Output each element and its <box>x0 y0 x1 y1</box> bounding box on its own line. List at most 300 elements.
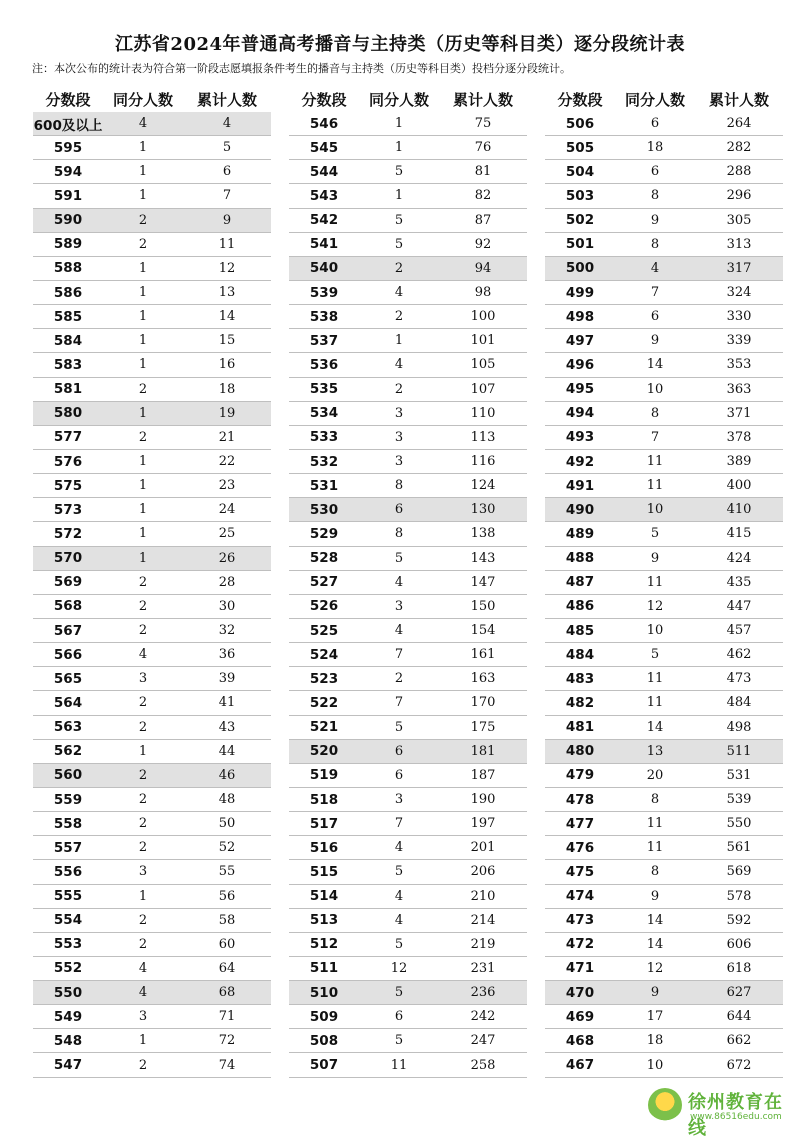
table-row <box>33 933 271 957</box>
score-cell: 474 <box>565 888 595 905</box>
table-row <box>33 812 271 836</box>
same-count-cell: 5 <box>394 550 404 566</box>
cumulative-cell: 28 <box>218 574 236 590</box>
same-count-cell: 9 <box>650 985 660 1001</box>
table-row <box>545 1053 783 1077</box>
cumulative-cell: 606 <box>726 936 752 952</box>
cumulative-cell: 531 <box>726 767 752 783</box>
header-cumulative: 累计人数 <box>196 90 257 109</box>
cumulative-cell: 100 <box>470 309 496 325</box>
table-row <box>289 498 527 522</box>
same-count-cell: 3 <box>138 864 148 880</box>
table-row <box>33 836 271 860</box>
score-cell: 546 <box>309 115 339 132</box>
table-row <box>33 860 271 884</box>
table-row <box>289 378 527 402</box>
table-row <box>33 788 271 812</box>
same-count-cell: 2 <box>394 260 404 276</box>
header-same-count: 同分人数 <box>624 90 685 109</box>
cumulative-cell: 58 <box>218 912 236 928</box>
score-cell: 541 <box>309 236 339 253</box>
score-cell: 522 <box>309 694 339 711</box>
score-cell: 539 <box>309 284 339 301</box>
cumulative-cell: 5 <box>222 140 232 156</box>
score-cell: 517 <box>309 815 339 832</box>
table-row <box>289 1005 527 1029</box>
cumulative-cell: 130 <box>470 502 496 518</box>
same-count-cell: 12 <box>646 598 664 614</box>
score-cell: 555 <box>53 888 83 905</box>
table-row <box>545 522 783 546</box>
score-cell: 498 <box>565 308 595 325</box>
table-row <box>33 764 271 788</box>
score-cell: 532 <box>309 453 339 470</box>
score-cell: 499 <box>565 284 595 301</box>
table-row <box>545 136 783 160</box>
same-count-cell: 14 <box>646 719 664 735</box>
cumulative-cell: 9 <box>222 212 232 228</box>
cumulative-cell: 317 <box>726 260 752 276</box>
cumulative-cell: 41 <box>218 695 236 711</box>
cumulative-cell: 26 <box>218 550 236 566</box>
score-cell: 575 <box>53 477 83 494</box>
score-cell: 483 <box>565 670 595 687</box>
cumulative-cell: 219 <box>470 936 496 952</box>
table-row <box>289 885 527 909</box>
cumulative-cell: 484 <box>726 695 752 711</box>
cumulative-cell: 498 <box>726 719 752 735</box>
table-row <box>545 184 783 208</box>
score-cell: 530 <box>309 501 339 518</box>
cumulative-cell: 592 <box>726 912 752 928</box>
table-row <box>289 1029 527 1053</box>
table-row <box>33 474 271 498</box>
same-count-cell: 2 <box>138 1057 148 1073</box>
table-header <box>545 86 783 112</box>
cumulative-cell: 24 <box>218 502 236 518</box>
score-cell: 588 <box>53 260 83 277</box>
score-cell: 524 <box>309 646 339 663</box>
same-count-cell: 1 <box>138 357 148 373</box>
same-count-cell: 2 <box>138 695 148 711</box>
cumulative-cell: 539 <box>726 792 752 807</box>
watermark-name: 徐州教育在线 <box>688 1092 783 1139</box>
cumulative-cell: 4 <box>222 116 232 132</box>
same-count-cell: 4 <box>394 574 404 590</box>
same-count-cell: 17 <box>646 1009 664 1025</box>
cumulative-cell: 247 <box>470 1033 496 1049</box>
cumulative-cell: 124 <box>470 478 496 494</box>
table-row <box>33 426 271 450</box>
table-row <box>545 716 783 740</box>
cumulative-cell: 296 <box>726 188 752 204</box>
same-count-cell: 4 <box>650 260 660 276</box>
same-count-cell: 8 <box>394 478 404 494</box>
cumulative-cell: 550 <box>726 816 752 832</box>
same-count-cell: 11 <box>646 478 664 494</box>
same-count-cell: 3 <box>138 671 148 687</box>
table-row <box>289 112 527 136</box>
score-cell: 493 <box>565 429 595 446</box>
score-cell: 511 <box>309 960 339 977</box>
cumulative-cell: 190 <box>470 792 496 807</box>
cumulative-cell: 105 <box>470 357 496 373</box>
cumulative-cell: 68 <box>218 985 236 1001</box>
score-cell: 547 <box>53 1057 83 1074</box>
cumulative-cell: 201 <box>470 840 496 856</box>
score-cell: 545 <box>309 139 339 156</box>
table-row <box>33 305 271 329</box>
table-row <box>545 619 783 643</box>
same-count-cell: 11 <box>646 454 664 470</box>
score-cell: 569 <box>53 574 83 591</box>
cumulative-cell: 50 <box>218 816 236 832</box>
table-row <box>289 184 527 208</box>
table-row <box>289 402 527 426</box>
cumulative-cell: 6 <box>222 164 232 180</box>
table-row <box>33 667 271 691</box>
cumulative-cell: 22 <box>218 454 236 470</box>
same-count-cell: 1 <box>138 164 148 180</box>
score-cell: 487 <box>565 574 595 591</box>
score-cell: 503 <box>565 187 595 204</box>
cumulative-cell: 339 <box>726 333 752 349</box>
cumulative-cell: 107 <box>470 381 496 397</box>
cumulative-cell: 264 <box>726 116 752 132</box>
score-cell: 519 <box>309 767 339 784</box>
table-row <box>545 764 783 788</box>
same-count-cell: 4 <box>394 357 404 373</box>
same-count-cell: 9 <box>650 888 660 904</box>
same-count-cell: 1 <box>394 333 404 349</box>
score-cell: 533 <box>309 429 339 446</box>
same-count-cell: 4 <box>138 960 148 976</box>
score-cell: 492 <box>565 453 595 470</box>
cumulative-cell: 44 <box>218 743 236 759</box>
cumulative-cell: 13 <box>218 285 236 301</box>
cumulative-cell: 55 <box>218 864 236 880</box>
same-count-cell: 1 <box>394 140 404 156</box>
score-cell: 482 <box>565 694 595 711</box>
table-row <box>33 885 271 909</box>
same-count-cell: 5 <box>650 526 660 542</box>
cumulative-cell: 236 <box>470 985 496 1001</box>
same-count-cell: 1 <box>394 116 404 132</box>
same-count-cell: 1 <box>138 743 148 759</box>
table-note: 注：本次公布的统计表为符合第一阶段志愿填报条件考生的播音与主持类（历史等科目类）投档分逐分段统计。 <box>32 62 571 75</box>
table-row <box>33 643 271 667</box>
table-row <box>33 571 271 595</box>
table-row <box>289 691 527 715</box>
score-cell: 565 <box>53 670 83 687</box>
same-count-cell: 4 <box>394 285 404 301</box>
table-row <box>289 981 527 1005</box>
score-cell: 479 <box>565 767 595 784</box>
table-row <box>33 257 271 281</box>
score-cell: 536 <box>309 356 339 373</box>
cumulative-cell: 94 <box>474 260 492 276</box>
table-row <box>289 257 527 281</box>
page-title: 江苏省2024年普通高考播音与主持类（历史等科目类）逐分段统计表 <box>114 34 686 55</box>
score-cell: 600及以上 <box>33 117 103 134</box>
table-row <box>289 353 527 377</box>
score-cell: 581 <box>53 381 83 398</box>
table-row <box>33 498 271 522</box>
same-count-cell: 2 <box>138 598 148 614</box>
same-count-cell: 1 <box>138 309 148 325</box>
watermark <box>648 1086 798 1139</box>
watermark-logo-icon <box>648 1088 682 1122</box>
cumulative-cell: 324 <box>726 285 752 301</box>
score-cell: 512 <box>309 936 339 953</box>
score-cell: 556 <box>53 863 83 880</box>
score-cell: 486 <box>565 598 595 615</box>
same-count-cell: 1 <box>138 478 148 494</box>
score-cell: 528 <box>309 550 339 567</box>
same-count-cell: 2 <box>138 719 148 735</box>
cumulative-cell: 116 <box>470 454 496 470</box>
table-row <box>33 402 271 426</box>
table-row <box>33 233 271 257</box>
cumulative-cell: 52 <box>218 840 236 856</box>
table-row <box>289 836 527 860</box>
same-count-cell: 4 <box>394 912 404 928</box>
cumulative-cell: 25 <box>218 526 236 542</box>
table-row <box>289 812 527 836</box>
table-row <box>33 378 271 402</box>
score-cell: 535 <box>309 381 339 398</box>
score-cell: 589 <box>53 236 83 253</box>
table-row <box>289 1053 527 1077</box>
same-count-cell: 12 <box>390 960 408 976</box>
table-row <box>33 160 271 184</box>
cumulative-cell: 19 <box>218 405 236 421</box>
table-row <box>545 691 783 715</box>
score-cell: 542 <box>309 212 339 229</box>
score-cell: 500 <box>565 260 595 277</box>
score-table-column-3 <box>545 86 783 1078</box>
cumulative-cell: 18 <box>218 381 236 397</box>
table-row <box>33 1053 271 1077</box>
score-cell: 537 <box>309 332 339 349</box>
table-row <box>545 281 783 305</box>
table-row <box>33 184 271 208</box>
score-cell: 560 <box>53 767 83 784</box>
score-cell: 513 <box>309 912 339 929</box>
same-count-cell: 5 <box>394 936 404 952</box>
cumulative-cell: 672 <box>726 1057 752 1073</box>
table-row <box>33 522 271 546</box>
cumulative-cell: 231 <box>470 960 496 976</box>
cumulative-cell: 389 <box>726 454 752 470</box>
same-count-cell: 1 <box>138 526 148 542</box>
score-cell: 496 <box>565 356 595 373</box>
same-count-cell: 4 <box>138 647 148 663</box>
table-row <box>33 619 271 643</box>
score-cell: 558 <box>53 815 83 832</box>
same-count-cell: 7 <box>650 285 660 301</box>
cumulative-cell: 75 <box>474 116 492 132</box>
cumulative-cell: 170 <box>470 695 496 711</box>
table-row <box>289 305 527 329</box>
same-count-cell: 9 <box>650 212 660 228</box>
same-count-cell: 3 <box>394 454 404 470</box>
cumulative-cell: 578 <box>726 888 752 904</box>
cumulative-cell: 98 <box>474 285 492 301</box>
same-count-cell: 8 <box>394 526 404 542</box>
table-row <box>289 522 527 546</box>
same-count-cell: 2 <box>394 309 404 325</box>
score-table-column-2 <box>289 86 527 1078</box>
score-cell: 506 <box>565 115 595 132</box>
score-cell: 472 <box>565 936 595 953</box>
same-count-cell: 11 <box>646 574 664 590</box>
same-count-cell: 2 <box>138 236 148 252</box>
score-cell: 473 <box>565 912 595 929</box>
score-cell: 505 <box>565 139 595 156</box>
header-score: 分数段 <box>301 90 347 109</box>
score-cell: 534 <box>309 405 339 422</box>
table-row <box>545 402 783 426</box>
score-cell: 497 <box>565 332 595 349</box>
same-count-cell: 1 <box>138 140 148 156</box>
table-row <box>545 160 783 184</box>
table-row <box>545 1029 783 1053</box>
same-count-cell: 11 <box>646 840 664 856</box>
cumulative-cell: 82 <box>474 188 492 204</box>
cumulative-cell: 561 <box>726 840 752 856</box>
table-row <box>545 112 783 136</box>
cumulative-cell: 23 <box>218 478 236 494</box>
table-row <box>289 716 527 740</box>
same-count-cell: 5 <box>394 719 404 735</box>
cumulative-cell: 143 <box>470 550 496 566</box>
score-cell: 543 <box>309 187 339 204</box>
same-count-cell: 10 <box>646 502 664 518</box>
same-count-cell: 1 <box>138 285 148 301</box>
cumulative-cell: 39 <box>218 671 236 687</box>
cumulative-cell: 258 <box>470 1057 496 1073</box>
table-row <box>289 547 527 571</box>
score-cell: 510 <box>309 984 339 1001</box>
table-row <box>33 595 271 619</box>
table-row <box>289 788 527 812</box>
same-count-cell: 3 <box>394 429 404 445</box>
table-row <box>545 812 783 836</box>
score-cell: 491 <box>565 477 595 494</box>
cumulative-cell: 46 <box>218 767 236 783</box>
score-cell: 595 <box>53 139 83 156</box>
score-cell: 527 <box>309 574 339 591</box>
same-count-cell: 8 <box>650 864 660 880</box>
table-row <box>545 981 783 1005</box>
table-row <box>289 160 527 184</box>
cumulative-cell: 161 <box>470 647 496 663</box>
table-row <box>545 474 783 498</box>
same-count-cell: 2 <box>394 671 404 687</box>
same-count-cell: 2 <box>138 936 148 952</box>
table-row <box>33 691 271 715</box>
cumulative-cell: 113 <box>470 429 496 445</box>
same-count-cell: 14 <box>646 912 664 928</box>
same-count-cell: 2 <box>138 381 148 397</box>
same-count-cell: 1 <box>138 550 148 566</box>
table-row <box>545 426 783 450</box>
table-row <box>289 329 527 353</box>
cumulative-cell: 305 <box>726 212 752 228</box>
score-cell: 594 <box>53 163 83 180</box>
same-count-cell: 3 <box>394 598 404 614</box>
same-count-cell: 13 <box>646 743 664 759</box>
table-row <box>289 667 527 691</box>
same-count-cell: 6 <box>394 767 404 783</box>
cumulative-cell: 72 <box>218 1033 236 1049</box>
same-count-cell: 2 <box>138 767 148 783</box>
score-cell: 590 <box>53 212 83 229</box>
cumulative-cell: 175 <box>470 719 496 735</box>
same-count-cell: 11 <box>646 671 664 687</box>
cumulative-cell: 64 <box>218 960 236 976</box>
score-cell: 531 <box>309 477 339 494</box>
score-cell: 586 <box>53 284 83 301</box>
same-count-cell: 8 <box>650 405 660 421</box>
same-count-cell: 11 <box>646 695 664 711</box>
cumulative-cell: 110 <box>470 405 496 421</box>
table-row <box>545 450 783 474</box>
score-cell: 507 <box>309 1057 339 1074</box>
cumulative-cell: 36 <box>218 647 236 663</box>
cumulative-cell: 378 <box>726 429 752 445</box>
same-count-cell: 4 <box>138 116 148 132</box>
cumulative-cell: 76 <box>474 140 492 156</box>
score-cell: 508 <box>309 1032 339 1049</box>
cumulative-cell: 154 <box>470 623 496 639</box>
cumulative-cell: 11 <box>218 236 236 252</box>
cumulative-cell: 56 <box>218 888 236 904</box>
cumulative-cell: 187 <box>470 767 496 783</box>
score-cell: 544 <box>309 163 339 180</box>
same-count-cell: 2 <box>138 816 148 832</box>
score-cell: 572 <box>53 525 83 542</box>
score-cell: 476 <box>565 839 595 856</box>
header-cumulative: 累计人数 <box>708 90 769 109</box>
table-row <box>545 957 783 981</box>
table-row <box>545 667 783 691</box>
cumulative-cell: 87 <box>474 212 492 228</box>
score-cell: 521 <box>309 719 339 736</box>
table-row <box>289 450 527 474</box>
score-cell: 469 <box>565 1008 595 1025</box>
same-count-cell: 1 <box>138 333 148 349</box>
score-cell: 576 <box>53 453 83 470</box>
cumulative-cell: 424 <box>726 550 752 566</box>
table-row <box>289 643 527 667</box>
same-count-cell: 2 <box>138 429 148 445</box>
watermark-url: www.86516edu.com <box>690 1112 782 1122</box>
score-cell: 504 <box>565 163 595 180</box>
table-row <box>33 957 271 981</box>
same-count-cell: 4 <box>138 985 148 1001</box>
score-cell: 468 <box>565 1032 595 1049</box>
table-row <box>289 933 527 957</box>
same-count-cell: 1 <box>138 260 148 276</box>
cumulative-cell: 363 <box>726 381 752 397</box>
table-row <box>545 353 783 377</box>
table-row <box>289 619 527 643</box>
cumulative-cell: 288 <box>726 164 752 180</box>
cumulative-cell: 21 <box>218 429 236 445</box>
same-count-cell: 9 <box>650 550 660 566</box>
